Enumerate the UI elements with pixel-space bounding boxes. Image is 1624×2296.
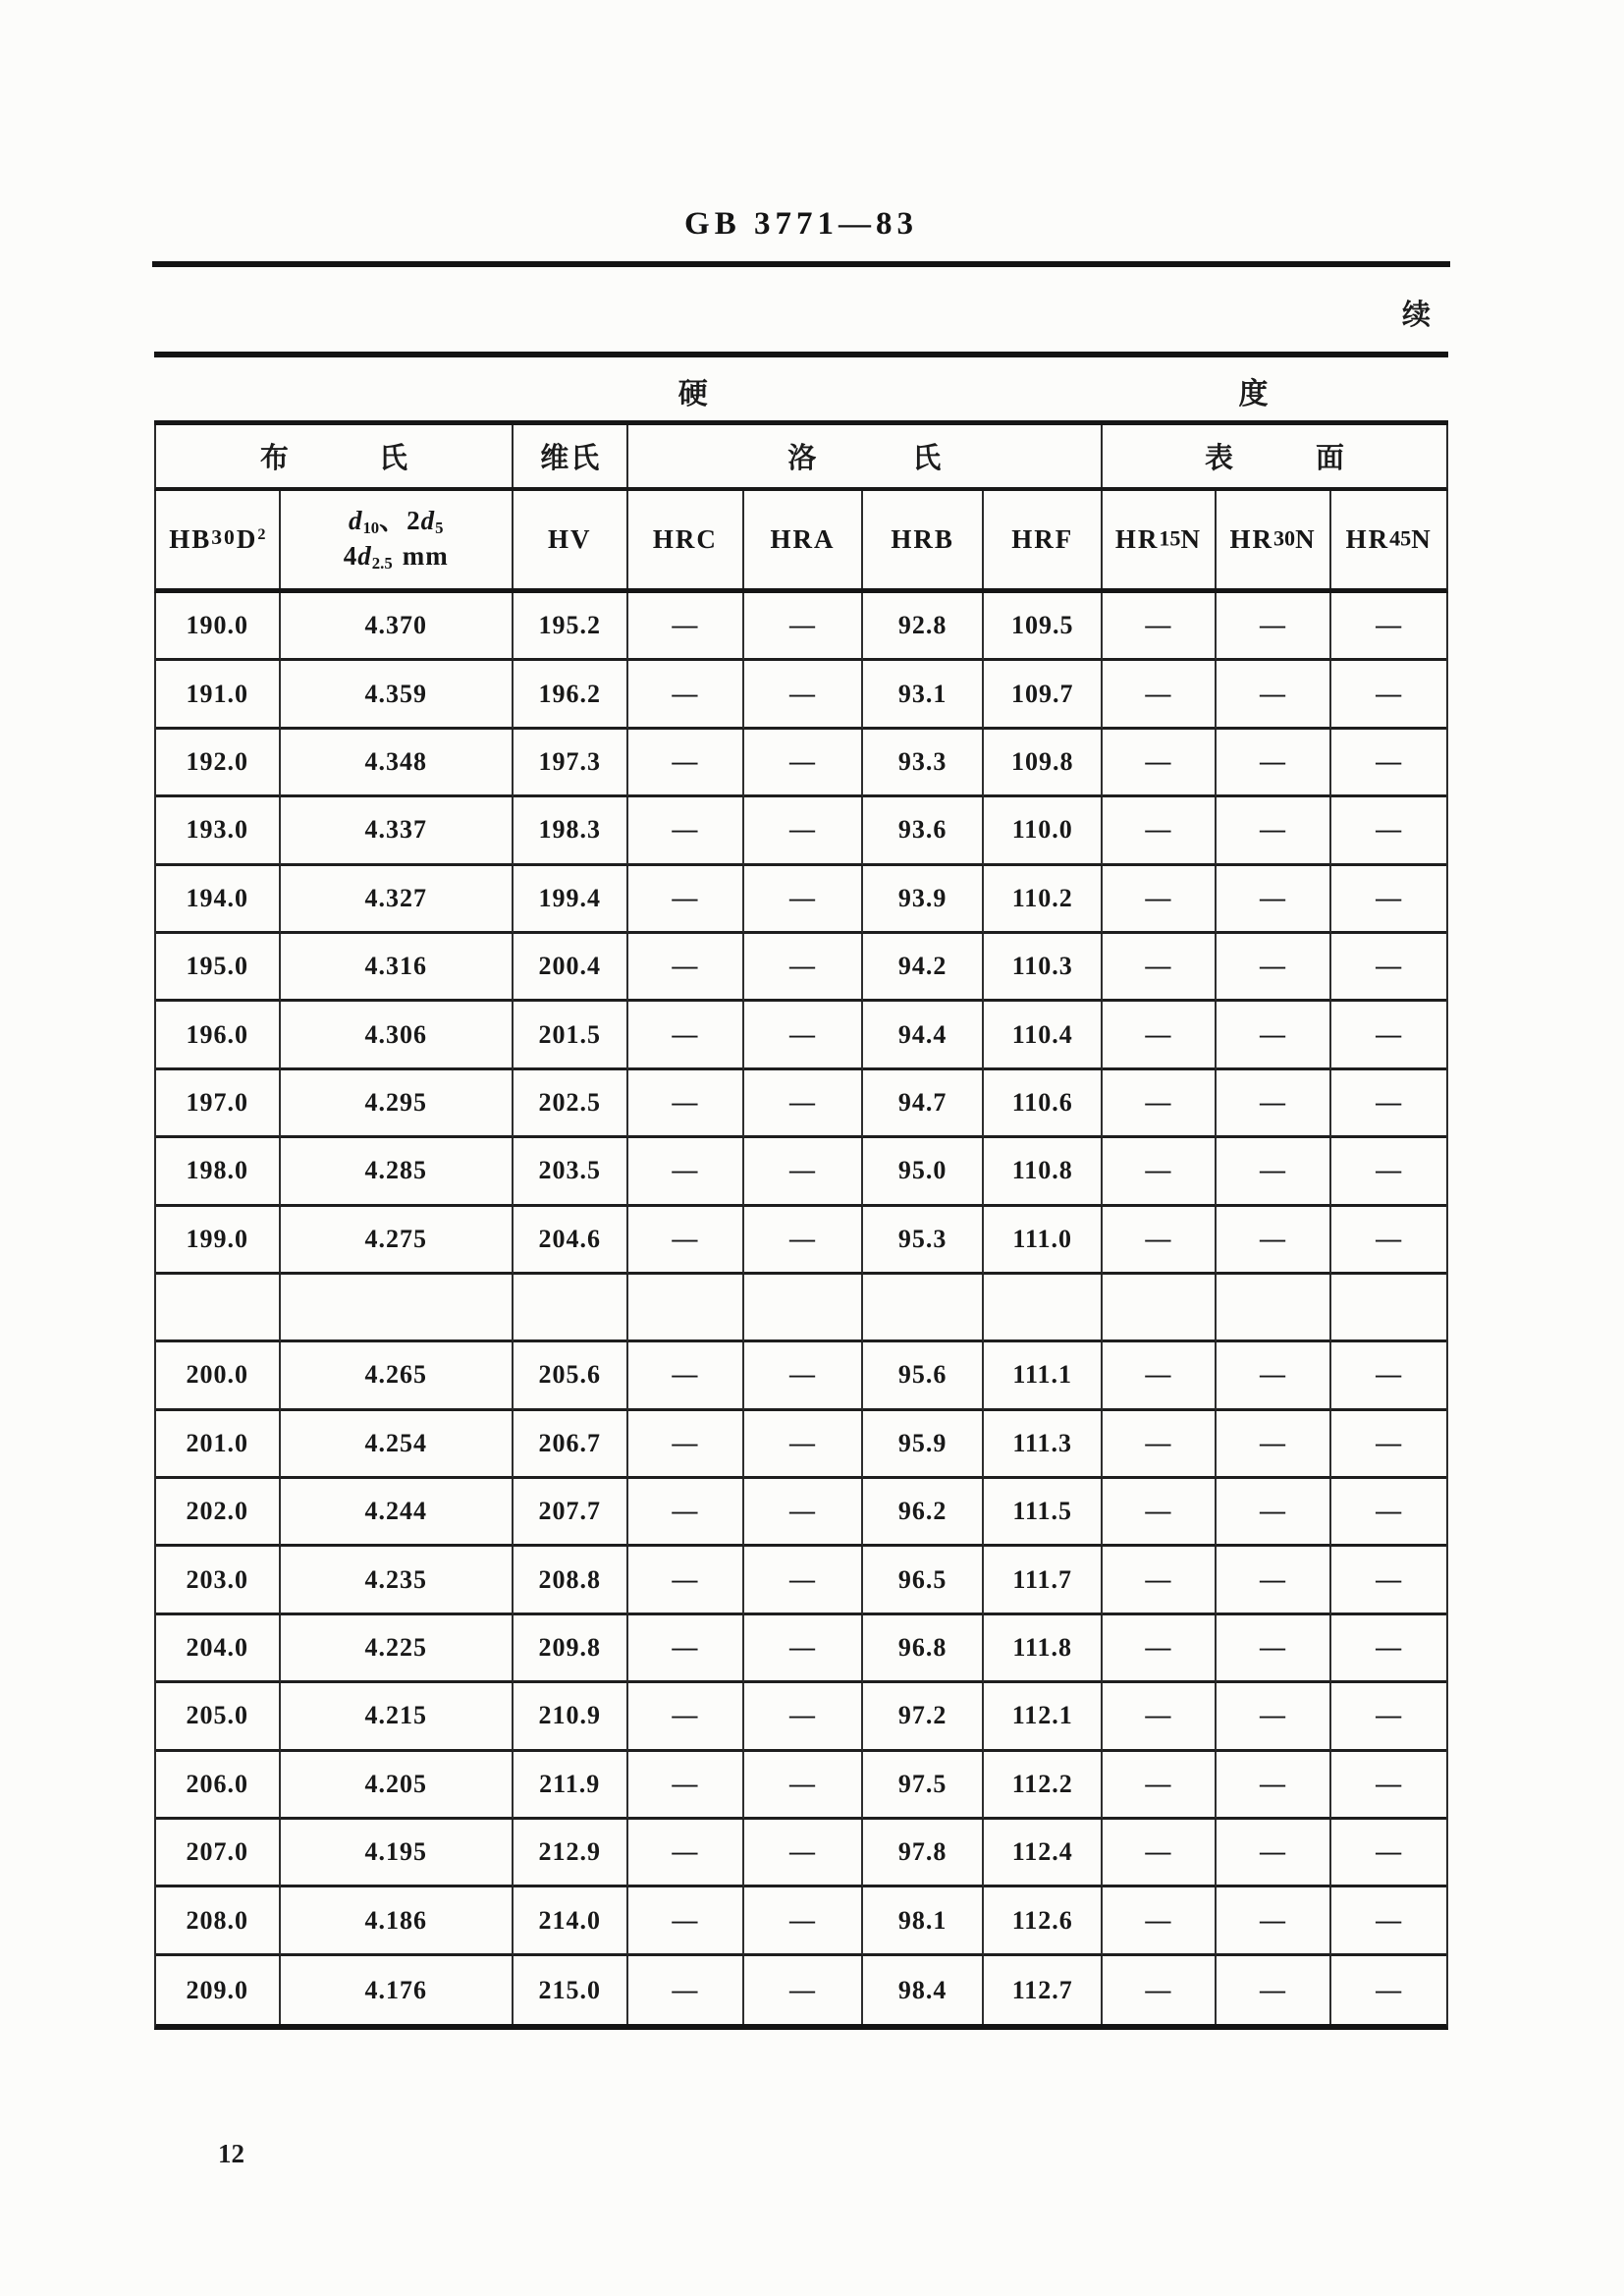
- table-cell: 190.0: [156, 593, 281, 661]
- table-cell: —: [1331, 1138, 1446, 1206]
- table-cell: —: [1331, 661, 1446, 729]
- table-cell: —: [1331, 1207, 1446, 1275]
- table-cell: 4.215: [281, 1683, 514, 1751]
- table-cell: 96.2: [863, 1479, 985, 1547]
- table-cell: —: [1331, 593, 1446, 661]
- table-cell: —: [1217, 1956, 1332, 2024]
- table-cell: —: [1103, 1411, 1217, 1479]
- table-cell: 4.370: [281, 593, 514, 661]
- table-cell: 199.4: [514, 866, 628, 934]
- table-cell: 111.7: [984, 1547, 1103, 1614]
- table-cell: 196.2: [514, 661, 628, 729]
- table-cell: 109.8: [984, 730, 1103, 797]
- table-cell: 211.9: [514, 1752, 628, 1820]
- table-cell: —: [744, 797, 863, 865]
- group-char: 维: [540, 443, 569, 474]
- table-cell: —: [744, 1138, 863, 1206]
- table-cell: 4.225: [281, 1615, 514, 1683]
- table-cell: 93.9: [863, 866, 985, 934]
- table-cell: 206.7: [514, 1411, 628, 1479]
- table-cell: —: [1217, 1887, 1332, 1955]
- table-cell: —: [744, 1002, 863, 1069]
- table-cell: 207.0: [156, 1820, 281, 1887]
- table-cell: 4.327: [281, 866, 514, 934]
- table-cell: —: [1217, 1342, 1332, 1410]
- table-cell: 199.0: [156, 1207, 281, 1275]
- table-cell: 95.3: [863, 1207, 985, 1275]
- column-header-hra: HRA: [744, 491, 863, 588]
- table-cell: 4.337: [281, 797, 514, 865]
- table-cell: —: [744, 730, 863, 797]
- table-cell: 207.7: [514, 1479, 628, 1547]
- table-cell: 201.0: [156, 1411, 281, 1479]
- empty-cell: [1331, 1275, 1446, 1342]
- table-cell: 210.9: [514, 1683, 628, 1751]
- table-cell: 198.3: [514, 797, 628, 865]
- column-header-hr15n: [1103, 491, 1217, 588]
- table-cell: —: [744, 1887, 863, 1955]
- table-cell: —: [1103, 730, 1217, 797]
- table-cell: 110.6: [984, 1070, 1103, 1138]
- column-header-hrb: HRB: [863, 491, 985, 588]
- column-header-indent-diameter: [281, 491, 514, 588]
- column-header-hrf: HRF: [984, 491, 1103, 588]
- group-header-rockwell: [628, 425, 1104, 487]
- table-cell: —: [744, 1207, 863, 1275]
- table-cell: —: [744, 1820, 863, 1887]
- table-cell: 93.3: [863, 730, 985, 797]
- table-cell: 197.0: [156, 1070, 281, 1138]
- table-cell: 95.0: [863, 1138, 985, 1206]
- table-cell: —: [1217, 1615, 1332, 1683]
- table-cell: 196.0: [156, 1002, 281, 1069]
- table-cell: 4.244: [281, 1479, 514, 1547]
- table-cell: —: [1331, 1752, 1446, 1820]
- table-cell: 4.348: [281, 730, 514, 797]
- table-cell: 4.195: [281, 1820, 514, 1887]
- table-cell: 4.265: [281, 1342, 514, 1410]
- table-cell: —: [1331, 1683, 1446, 1751]
- hardness-conversion-table: [154, 352, 1448, 2030]
- table-cell: 200.4: [514, 934, 628, 1002]
- table-cell: 204.6: [514, 1207, 628, 1275]
- table-cell: —: [1217, 1411, 1332, 1479]
- table-cell: —: [1217, 1547, 1332, 1614]
- table-cell: —: [1103, 934, 1217, 1002]
- table-cell: —: [1217, 1479, 1332, 1547]
- table-cell: 204.0: [156, 1615, 281, 1683]
- table-cell: —: [628, 1070, 745, 1138]
- table-cell: 202.0: [156, 1479, 281, 1547]
- table-cell: 203.0: [156, 1547, 281, 1614]
- table-cell: —: [628, 1615, 745, 1683]
- table-cell: —: [628, 866, 745, 934]
- table-cell: 112.7: [984, 1956, 1103, 2024]
- table-cell: 209.8: [514, 1615, 628, 1683]
- table-cell: —: [628, 661, 745, 729]
- group-header-vickers: [514, 425, 628, 487]
- column-header-hv: HV: [514, 491, 628, 588]
- table-cell: —: [1331, 866, 1446, 934]
- table-cell: —: [1103, 1752, 1217, 1820]
- table-cell: —: [1103, 1615, 1217, 1683]
- table-cell: 4.359: [281, 661, 514, 729]
- table-cell: —: [1331, 1615, 1446, 1683]
- table-cell: 96.5: [863, 1547, 985, 1614]
- table-cell: 97.8: [863, 1820, 985, 1887]
- table-cell: —: [1103, 1002, 1217, 1069]
- table-cell: 205.6: [514, 1342, 628, 1410]
- table-cell: —: [1331, 1002, 1446, 1069]
- table-cell: —: [1217, 730, 1332, 797]
- table-cell: —: [628, 730, 745, 797]
- column-header-row: [154, 491, 1448, 593]
- table-cell: 110.3: [984, 934, 1103, 1002]
- table-cell: 111.0: [984, 1207, 1103, 1275]
- hr45n-label: HR45N: [1345, 523, 1433, 554]
- table-cell: —: [744, 1683, 863, 1751]
- table-cell: —: [1217, 797, 1332, 865]
- table-cell: —: [1103, 1342, 1217, 1410]
- table-cell: 193.0: [156, 797, 281, 865]
- table-cell: 192.0: [156, 730, 281, 797]
- column-header-hrc: HRC: [628, 491, 745, 588]
- table-cell: —: [1331, 797, 1446, 865]
- table-cell: —: [628, 593, 745, 661]
- table-cell: —: [628, 1887, 745, 1955]
- table-cell: —: [1331, 1070, 1446, 1138]
- table-cell: 4.295: [281, 1070, 514, 1138]
- group-char: 表: [1205, 443, 1234, 474]
- table-cell: —: [628, 1342, 745, 1410]
- table-cell: 203.5: [514, 1138, 628, 1206]
- table-cell: —: [1331, 1820, 1446, 1887]
- table-cell: 201.5: [514, 1002, 628, 1069]
- data-grid: [154, 593, 1448, 2030]
- table-cell: —: [1103, 1138, 1217, 1206]
- table-cell: 195.2: [514, 593, 628, 661]
- table-cell: —: [1217, 661, 1332, 729]
- table-cell: 4.235: [281, 1547, 514, 1614]
- table-cell: 209.0: [156, 1956, 281, 2024]
- empty-cell: [156, 1275, 281, 1342]
- table-cell: 111.8: [984, 1615, 1103, 1683]
- table-cell: 95.6: [863, 1342, 985, 1410]
- table-cell: —: [628, 1138, 745, 1206]
- table-cell: 94.7: [863, 1070, 985, 1138]
- table-cell: 93.6: [863, 797, 985, 865]
- table-cell: 208.8: [514, 1547, 628, 1614]
- table-cell: 109.5: [984, 593, 1103, 661]
- table-cell: 197.3: [514, 730, 628, 797]
- table-cell: —: [628, 1956, 745, 2024]
- hb-label: $HB30D^2$: [169, 523, 266, 554]
- table-cell: 4.186: [281, 1887, 514, 1955]
- table-cell: 4.306: [281, 1002, 514, 1069]
- table-cell: —: [1217, 934, 1332, 1002]
- table-cell: —: [1103, 1683, 1217, 1751]
- table-cell: 198.0: [156, 1138, 281, 1206]
- table-cell: —: [628, 1411, 745, 1479]
- table-cell: —: [1217, 1820, 1332, 1887]
- table-cell: —: [1103, 1956, 1217, 2024]
- table-cell: 200.0: [156, 1342, 281, 1410]
- table-cell: 4.205: [281, 1752, 514, 1820]
- group-header-row: [154, 425, 1448, 491]
- table-cell: —: [1103, 1479, 1217, 1547]
- table-cell: 206.0: [156, 1752, 281, 1820]
- table-cell: —: [1331, 1547, 1446, 1614]
- table-cell: —: [1331, 730, 1446, 797]
- table-cell: 4.176: [281, 1956, 514, 2024]
- table-cell: 205.0: [156, 1683, 281, 1751]
- group-char: 布: [259, 443, 289, 474]
- table-cell: 111.3: [984, 1411, 1103, 1479]
- table-cell: 4.275: [281, 1207, 514, 1275]
- table-cell: —: [1376, 1975, 1403, 2004]
- table-cell: —: [744, 866, 863, 934]
- table-cell: 195.0: [156, 934, 281, 1002]
- table-cell: 202.5: [514, 1070, 628, 1138]
- table-cell: —: [628, 797, 745, 865]
- table-cell: 208.0: [156, 1887, 281, 1955]
- table-cell: —: [1103, 1547, 1217, 1614]
- diameter-line-1: d10、2d5: [348, 506, 444, 538]
- table-cell: 191.0: [156, 661, 281, 729]
- table-cell: —: [1103, 797, 1217, 865]
- header-rule: [152, 261, 1450, 267]
- table-cell: —: [744, 934, 863, 1002]
- hr30n-label: HR30N: [1229, 523, 1317, 554]
- table-cell: 98.4: [863, 1956, 985, 2024]
- table-cell: 98.1: [863, 1887, 985, 1955]
- table-cell: 4.285: [281, 1138, 514, 1206]
- table-cell: 110.4: [984, 1002, 1103, 1069]
- table-cell: —: [744, 1342, 863, 1410]
- empty-cell: [281, 1275, 514, 1342]
- spanning-title-char-left: 硬: [677, 378, 708, 410]
- table-cell: 92.8: [863, 593, 985, 661]
- table-cell: —: [1331, 1342, 1446, 1410]
- table-cell: —: [1103, 1207, 1217, 1275]
- group-char: 氏: [912, 443, 942, 474]
- empty-cell: [1217, 1275, 1332, 1342]
- table-cell: 94.2: [863, 934, 985, 1002]
- table-cell: —: [1217, 1207, 1332, 1275]
- group-char: 洛: [787, 443, 817, 474]
- empty-cell: [1103, 1275, 1217, 1342]
- column-header-hr30n: [1217, 491, 1332, 588]
- table-cell: —: [1103, 1070, 1217, 1138]
- table-cell: —: [744, 1479, 863, 1547]
- table-cell: 215.0: [514, 1956, 628, 2024]
- continued-label: 续: [1402, 300, 1432, 331]
- table-cell: —: [1103, 1820, 1217, 1887]
- table-cell: 97.5: [863, 1752, 985, 1820]
- table-cell: —: [1331, 934, 1446, 1002]
- table-cell: 111.5: [984, 1479, 1103, 1547]
- diameter-line-2: 4d2.5 mm: [343, 540, 449, 573]
- table-cell: —: [1217, 1070, 1332, 1138]
- table-cell: —: [744, 1752, 863, 1820]
- column-header-hb30d2: [156, 491, 281, 588]
- table-cell: —: [1331, 1479, 1446, 1547]
- table-cell: 110.8: [984, 1138, 1103, 1206]
- table-cell: 93.1: [863, 661, 985, 729]
- table-cell: —: [744, 1070, 863, 1138]
- table-cell: 112.6: [984, 1887, 1103, 1955]
- table-cell: —: [1331, 1411, 1446, 1479]
- table-cell: —: [1217, 866, 1332, 934]
- empty-cell: [863, 1275, 985, 1342]
- table-cell: —: [744, 593, 863, 661]
- table-cell: 95.9: [863, 1411, 985, 1479]
- hr15n-label: HR15N: [1114, 523, 1202, 554]
- empty-cell: [514, 1275, 628, 1342]
- table-cell: 214.0: [514, 1887, 628, 1955]
- table-cell: 112.4: [984, 1820, 1103, 1887]
- table-spanning-title-row: [154, 357, 1448, 425]
- table-cell: —: [628, 1820, 745, 1887]
- table-cell: 96.8: [863, 1615, 985, 1683]
- page-number: 12: [218, 2139, 244, 2168]
- empty-cell: [744, 1275, 863, 1342]
- group-char: 氏: [570, 443, 600, 474]
- table-cell: —: [1217, 1752, 1332, 1820]
- table-cell: 110.0: [984, 797, 1103, 865]
- group-char: 面: [1316, 443, 1345, 474]
- table-cell: —: [628, 1207, 745, 1275]
- table-cell: —: [628, 934, 745, 1002]
- table-cell: 110.2: [984, 866, 1103, 934]
- table-cell: 97.2: [863, 1683, 985, 1751]
- table-cell: —: [1103, 661, 1217, 729]
- table-cell: 111.1: [984, 1342, 1103, 1410]
- standard-code-title: GB 3771—83: [684, 206, 918, 242]
- group-char: 氏: [378, 443, 407, 474]
- table-cell: —: [744, 1956, 863, 2024]
- table-cell: —: [1331, 1887, 1446, 1955]
- table-cell: 94.4: [863, 1002, 985, 1069]
- table-cell: —: [628, 1547, 745, 1614]
- table-cell: 109.7: [984, 661, 1103, 729]
- empty-cell: [628, 1275, 745, 1342]
- table-cell: 194.0: [156, 866, 281, 934]
- table-cell: 4.316: [281, 934, 514, 1002]
- table-cell: 112.1: [984, 1683, 1103, 1751]
- table-cell: —: [1103, 593, 1217, 661]
- table-cell: —: [744, 661, 863, 729]
- table-cell: —: [1103, 866, 1217, 934]
- empty-cell: [984, 1275, 1103, 1342]
- table-cell: —: [1217, 1683, 1332, 1751]
- table-cell: —: [628, 1683, 745, 1751]
- table-cell: —: [1217, 593, 1332, 661]
- table-cell: 112.2: [984, 1752, 1103, 1820]
- table-cell: —: [1103, 1887, 1217, 1955]
- table-cell: —: [628, 1752, 745, 1820]
- table-cell: —: [628, 1479, 745, 1547]
- table-cell: 4.254: [281, 1411, 514, 1479]
- spanning-title-char-right: 度: [1238, 378, 1269, 410]
- table-cell: —: [744, 1411, 863, 1479]
- group-header-brinell: [156, 425, 514, 487]
- table-cell: —: [744, 1547, 863, 1614]
- group-header-superficial: [1103, 425, 1446, 487]
- table-cell: —: [744, 1615, 863, 1683]
- table-cell: —: [628, 1002, 745, 1069]
- table-cell: —: [1217, 1002, 1332, 1069]
- table-cell: 212.9: [514, 1820, 628, 1887]
- column-header-hr45n: [1331, 491, 1446, 588]
- table-cell: —: [1217, 1138, 1332, 1206]
